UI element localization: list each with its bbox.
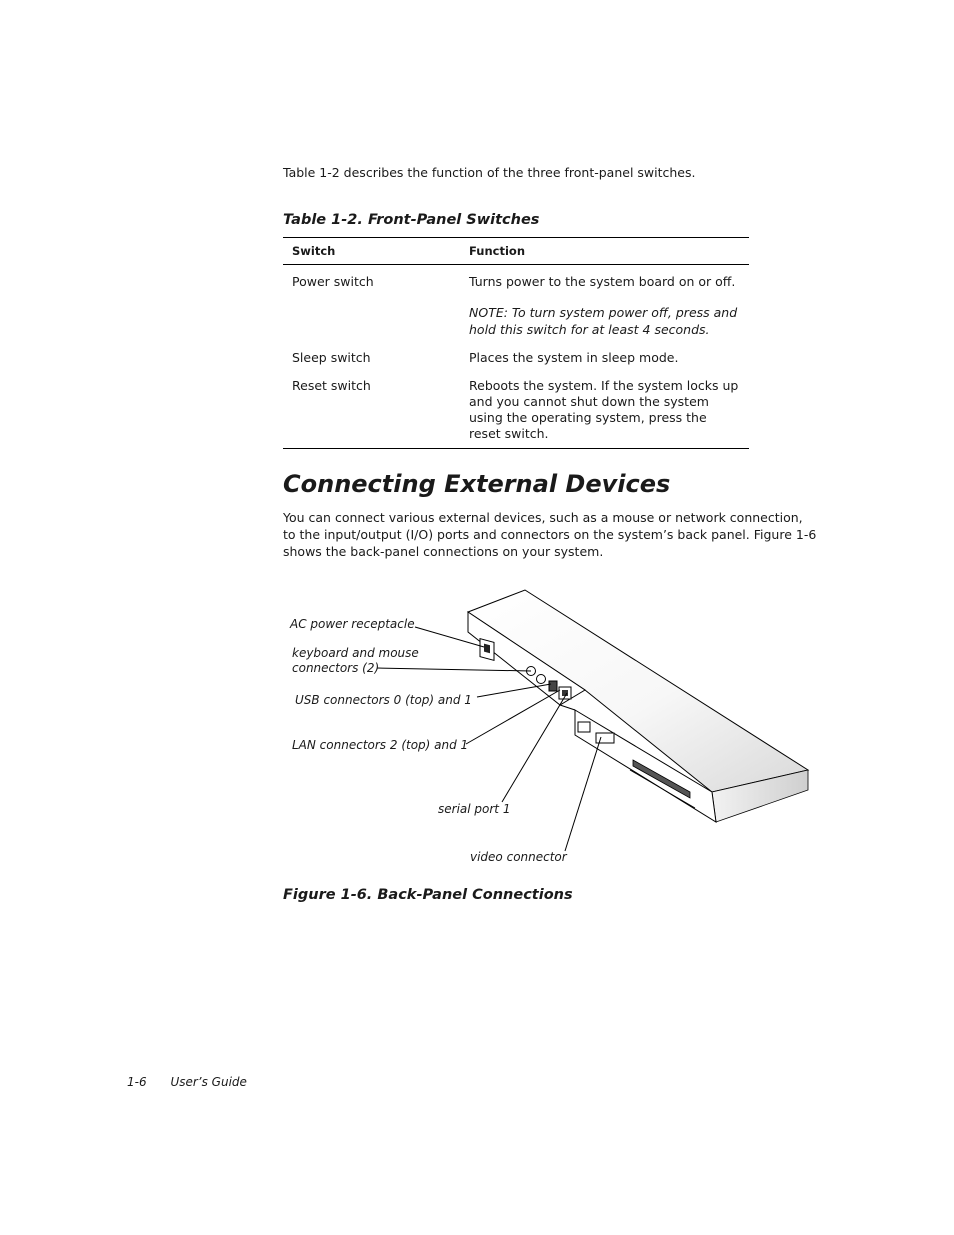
callout-usb: USB connectors 0 (top) and 1 [295,693,472,707]
function-note: NOTE: To turn system power off, press and hold this switch for at least 4 seconds. [469,305,738,337]
leader-usb [477,684,551,697]
leader-video [565,737,601,851]
table-row [283,338,749,366]
callout-ac-power: AC power receptacle [290,617,415,631]
leader-serial [502,693,567,802]
table-header-row [283,238,749,265]
section-body: You can connect various external devices, such as a mouse or network connection, to the input/output (I/O) ports and connectors on the system’s back panel. Figure 1-6 shows the back-panel connections on your system. [283,510,817,559]
column-header-function: Function [460,238,749,265]
callout-lan: LAN connectors 2 (top) and 1 [292,738,469,752]
figure-caption: Figure 1-6. Back-Panel Connections [283,887,573,903]
table-caption: Table 1-2. Front-Panel Switches [283,212,540,228]
switch-function: Places the system in sleep mode. [469,350,679,365]
intro-text: Table 1-2 describes the function of the three front-panel switches. [283,165,696,180]
table-row [283,265,749,339]
switch-function: Reboots the system. If the system locks up and you cannot shut down the system using the operating system, press the reset switch. [460,366,749,449]
usb-connectors [549,681,557,691]
switch-name: Sleep switch [292,350,371,365]
section-heading: Connecting External Devices [283,470,671,498]
callout-keyboard-mouse-2: connectors (2) [292,661,380,675]
page-footer [127,1075,247,1089]
column-header-switch: Switch [283,238,460,265]
front-panel-switches-table [283,237,749,449]
switch-function [460,265,749,339]
callout-serial: serial port 1 [438,802,511,816]
document-title: User’s Guide [170,1075,247,1089]
switch-name: Reset switch [283,366,460,449]
page-number: 1-6 [127,1075,147,1089]
serial-port [578,722,590,732]
table-row [283,366,749,449]
switch-name: Power switch [292,274,374,289]
leader-keyboard [377,668,531,671]
callout-video: video connector [470,850,567,864]
function-text: Turns power to the system board on or off. [469,274,736,289]
leader-lan [466,690,560,744]
callout-keyboard-mouse-1: keyboard and mouse [292,646,419,660]
video-port [596,733,614,743]
mouse-connector [537,675,546,684]
